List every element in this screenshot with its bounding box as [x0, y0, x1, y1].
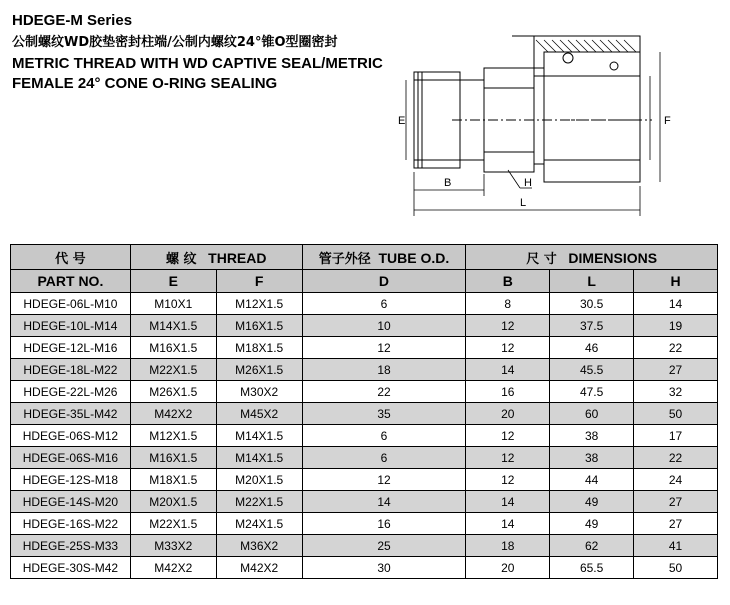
cell-l: 30.5 [550, 293, 634, 315]
cell-b: 14 [466, 491, 550, 513]
cell-h: 50 [634, 403, 718, 425]
cell-h: 27 [634, 359, 718, 381]
english-title: METRIC THREAD WITH WD CAPTIVE SEAL/METRIC FEMALE 24° CONE O-RING SEALING [12, 55, 383, 92]
cell-l: 44 [550, 469, 634, 491]
cell-part: HDEGE-18L-M22 [11, 359, 131, 381]
cell-h: 50 [634, 557, 718, 579]
cell-l: 38 [550, 447, 634, 469]
cell-part: HDEGE-14S-M20 [11, 491, 131, 513]
cell-d: 18 [302, 359, 466, 381]
cell-part: HDEGE-10L-M14 [11, 315, 131, 337]
cell-b: 12 [466, 315, 550, 337]
cell-part: HDEGE-06L-M10 [11, 293, 131, 315]
table-row [11, 315, 718, 337]
table-row [11, 491, 718, 513]
header-thread [130, 245, 302, 270]
chinese-title: 公制螺纹WD胶垫密封柱端/公制内螺纹24°锥O型圈密封 [12, 35, 338, 50]
cell-b: 14 [466, 513, 550, 535]
cell-f: M42X2 [216, 557, 302, 579]
table-row [11, 513, 718, 535]
cell-f: M36X2 [216, 535, 302, 557]
cell-part: HDEGE-12L-M16 [11, 337, 131, 359]
cell-f: M14X1.5 [216, 447, 302, 469]
label-H: H [524, 177, 532, 189]
table-row [11, 337, 718, 359]
header-col-D: D [302, 270, 466, 293]
cell-f: M30X2 [216, 381, 302, 403]
cell-h: 17 [634, 425, 718, 447]
cell-h: 27 [634, 491, 718, 513]
cell-b: 16 [466, 381, 550, 403]
cell-e: M16X1.5 [130, 447, 216, 469]
o-ring [563, 53, 573, 63]
cell-e: M22X1.5 [130, 359, 216, 381]
cell-b: 20 [466, 557, 550, 579]
cell-part: HDEGE-22L-M26 [11, 381, 131, 403]
cell-l: 47.5 [550, 381, 634, 403]
cell-l: 65.5 [550, 557, 634, 579]
table-row [11, 381, 718, 403]
cell-d: 12 [302, 337, 466, 359]
cell-f: M45X2 [216, 403, 302, 425]
cell-e: M42X2 [130, 403, 216, 425]
cell-e: M14X1.5 [130, 315, 216, 337]
cell-d: 6 [302, 425, 466, 447]
header-col-E: E [130, 270, 216, 293]
cell-d: 6 [302, 293, 466, 315]
cell-l: 49 [550, 513, 634, 535]
cell-h: 27 [634, 513, 718, 535]
title-block [12, 12, 392, 94]
fitting-drawing [392, 10, 722, 225]
cell-part: HDEGE-06S-M12 [11, 425, 131, 447]
cell-d: 6 [302, 447, 466, 469]
cell-f: M16X1.5 [216, 315, 302, 337]
cell-b: 14 [466, 359, 550, 381]
cell-f: M18X1.5 [216, 337, 302, 359]
cell-d: 35 [302, 403, 466, 425]
header-tube-cn: 管子外径 [318, 251, 371, 267]
cell-e: M10X1 [130, 293, 216, 315]
cell-e: M20X1.5 [130, 491, 216, 513]
cell-h: 14 [634, 293, 718, 315]
cell-h: 41 [634, 535, 718, 557]
cell-h: 32 [634, 381, 718, 403]
cell-l: 62 [550, 535, 634, 557]
cell-e: M33X2 [130, 535, 216, 557]
cell-b: 8 [466, 293, 550, 315]
cell-f: M20X1.5 [216, 469, 302, 491]
cell-h: 24 [634, 469, 718, 491]
cell-part: HDEGE-30S-M42 [11, 557, 131, 579]
cell-h: 22 [634, 337, 718, 359]
header-thread-en: THREAD [208, 249, 267, 266]
table-row [11, 557, 718, 579]
label-E: E [398, 115, 406, 127]
table-row [11, 359, 718, 381]
cell-f: M26X1.5 [216, 359, 302, 381]
cell-d: 10 [302, 315, 466, 337]
table-row [11, 293, 718, 315]
cell-e: M18X1.5 [130, 469, 216, 491]
cell-e: M12X1.5 [130, 425, 216, 447]
cell-l: 37.5 [550, 315, 634, 337]
header-part-en: PART NO. [11, 270, 131, 293]
label-F: F [664, 115, 671, 127]
header-tube-en: TUBE O.D. [378, 249, 450, 266]
series-title: HDEGE-M Series [12, 12, 133, 29]
header-thread-cn: 螺 纹 [165, 251, 197, 267]
cell-l: 60 [550, 403, 634, 425]
cell-b: 20 [466, 403, 550, 425]
cell-f: M22X1.5 [216, 491, 302, 513]
spec-table [10, 244, 718, 579]
cell-l: 38 [550, 425, 634, 447]
table-body [11, 293, 718, 579]
header-tube [302, 245, 466, 270]
cell-d: 30 [302, 557, 466, 579]
table-row [11, 469, 718, 491]
label-L: L [520, 197, 527, 209]
cell-b: 12 [466, 337, 550, 359]
cell-f: M12X1.5 [216, 293, 302, 315]
header-part [11, 245, 131, 270]
header-dim-en: DIMENSIONS [568, 249, 658, 266]
header-col-F: F [216, 270, 302, 293]
cell-b: 12 [466, 469, 550, 491]
cell-b: 12 [466, 425, 550, 447]
cell-l: 49 [550, 491, 634, 513]
cell-e: M42X2 [130, 557, 216, 579]
cell-d: 25 [302, 535, 466, 557]
header-col-B: B [466, 270, 550, 293]
cell-e: M26X1.5 [130, 381, 216, 403]
cell-d: 14 [302, 491, 466, 513]
label-B: B [444, 177, 452, 189]
cell-part: HDEGE-12S-M18 [11, 469, 131, 491]
cell-b: 12 [466, 447, 550, 469]
cell-f: M14X1.5 [216, 425, 302, 447]
nut [544, 52, 640, 182]
cell-l: 46 [550, 337, 634, 359]
header-dimensions [466, 245, 718, 270]
cell-part: HDEGE-35L-M42 [11, 403, 131, 425]
cell-e: M16X1.5 [130, 337, 216, 359]
cell-part: HDEGE-25S-M33 [11, 535, 131, 557]
header-col-L: L [550, 270, 634, 293]
cell-f: M24X1.5 [216, 513, 302, 535]
cell-h: 22 [634, 447, 718, 469]
header-col-H: H [634, 270, 718, 293]
captive-seal [610, 62, 618, 70]
cell-l: 45.5 [550, 359, 634, 381]
cell-d: 12 [302, 469, 466, 491]
table-row [11, 535, 718, 557]
cell-h: 19 [634, 315, 718, 337]
cell-part: HDEGE-16S-M22 [11, 513, 131, 535]
table-row [11, 425, 718, 447]
header-dim-cn: 尺 寸 [526, 251, 557, 267]
cell-e: M22X1.5 [130, 513, 216, 535]
cell-part: HDEGE-06S-M16 [11, 447, 131, 469]
cell-d: 16 [302, 513, 466, 535]
table-row [11, 403, 718, 425]
cell-d: 22 [302, 381, 466, 403]
header-part-cn: 代 号 [55, 251, 86, 267]
table-row [11, 447, 718, 469]
cell-b: 18 [466, 535, 550, 557]
